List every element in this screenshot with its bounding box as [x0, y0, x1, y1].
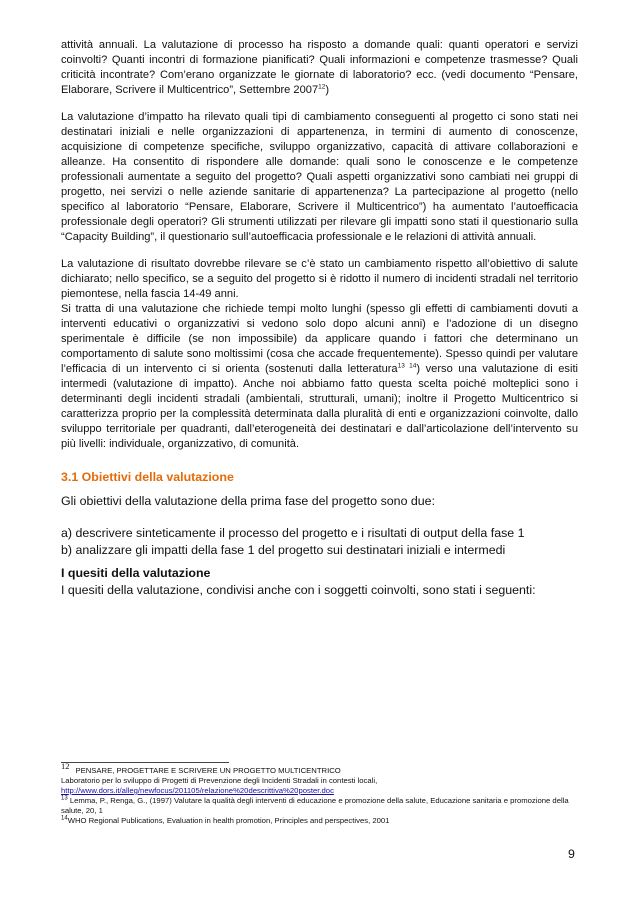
footnote-number: 14 [61, 815, 68, 822]
objective-item-a: a) descrivere sinteticamente il processo del progetto e i risultati di output della fase 1 [61, 526, 525, 540]
page-body [61, 38, 578, 599]
subsection-text: I quesiti della valutazione, condivisi anche con i soggetti coinvolti, sono stati i seguenti: [61, 583, 536, 597]
footnote-text: PENSARE, PROGETTARE E SCRIVERE UN PROGETTO MULTICENTRICO [75, 766, 341, 775]
footnote-text: Lemma, P., Renga, G., (1997) Valutare la qualità degli interventi di educazione e promozione della salute, Educazione sanitaria e promozione della salute, 20, 1 [61, 796, 569, 815]
section-intro: Gli obiettivi della valutazione della prima fase del progetto sono due: [61, 494, 436, 508]
section-heading: 3.1 Obiettivi della valutazione [61, 470, 234, 484]
footnote-number: 13 [61, 795, 68, 802]
footnote-14 [61, 816, 591, 826]
page-number: 9 [568, 847, 575, 861]
paragraph-text: attività annuali. La valutazione di processo ha risposto a domande quali: quanti operatori e servizi coinvolti? Quanti incontri di formazione pianificati? Quali informazioni e competenze trasmesse? Quali criticità incontrate? Com’erano organizzate le giornate di laboratorio? ecc. (vedi documento “Pensare, Elaborare, Scrivere il Multicentrico”, Settembre 2007 [61, 39, 578, 96]
paragraph-text-end: ) verso una valutazione di esiti intermedi (valutazione di impatto). Anche noi abbiamo fatto questa scelta poiché molteplici sono i determinanti degli incidenti stradali (ambientali, strutturali, umani); inoltre il Progetto Multicentrico si caratterizza proprio per la complessità determinata dalla pluralità di enti e organizzazioni coinvolte, dallo sviluppo territoriale per quadranti, dall’eterogeneità dei destinatari e dall’articolazione dell’intervento su più livelli: individuale, organizzativo, di comunità. [61, 363, 578, 450]
paragraph-process-evaluation [61, 38, 578, 98]
footnote-number: 12 [61, 761, 70, 772]
footnote-ref-12[interactable]: 12 [318, 83, 326, 91]
footnote-12-desc: Laboratorio per lo sviluppo di Progetti di Prevenzione degli Incidenti Stradali in contesti locali, [61, 776, 378, 785]
subsection-title: I quesiti della valutazione [61, 566, 211, 580]
footnote-12-link-line [61, 786, 591, 796]
footnote-divider [61, 762, 229, 763]
footnote-link[interactable]: http://www.dors.it/alleg/newfocus/201105/relazione%20descrittiva%20poster.doc [61, 786, 334, 795]
paragraph-impact-evaluation: La valutazione d’impatto ha rilevato quali tipi di cambiamento conseguenti al progetto ci sono stati nei destinatari iniziali e nelle organizzazioni di appartenenza, in termini di aumento di conoscenze, acquisizione di competenze specifiche, sviluppo organizzativo, capacità di attivare collaborazioni e alleanze. Ha consentito di rispondere alle domande: quali sono le conoscenze e le competenze professionali aumentate a seguito del progetto? Quali aspetti organizzativi sono cambiati nei gruppi di progetto, nei servizi o nelle aziende sanitarie di appartenenza? La partecipazione al progetto (nello specifico al laboratorio “Pensare, Elaborare, Scrivere il Multicentrico”) ha aumentato l’autoefficacia professionale degli operatori? Gli strumenti utilizzati per rilevare gli impatti sono stati il questionario sulla “Capacity Building”, il questionario sull’autoefficacia professionale e le relazioni di attività annuali. [61, 111, 578, 243]
footnote-ref-13-14[interactable]: 13 14 [397, 362, 417, 370]
paragraph-result-evaluation: La valutazione di risultato dovrebbe rilevare se c’è stato un cambiamento rispetto all’obiettivo di salute dichiarato; nello specifico, se a seguito del progetto si è ridotto il numero di incidenti stradali nel territorio piemontese, nella fascia 14-49 anni. [61, 258, 578, 300]
objective-item-b: b) analizzare gli impatti della fase 1 del progetto sui destinatari iniziali e intermedi [61, 543, 506, 557]
footnote-text: WHO Regional Publications, Evaluation in health promotion, Principles and perspectives, 2001 [67, 816, 390, 825]
paragraph-text: Si tratta di una valutazione che richiede tempi molto lunghi (spesso gli effetti di cambiamenti dovuti a interventi educativi o organizzativi si vedono solo dopo alcuni anni) e l’adozione di un disegno sperimentale è difficile (se non impossibile) da applicare quando i fattori che determinano un comportamento di salute sono moltissimi (cosa che accade frequentemente). Spesso quindi per valutare l’efficacia di un intervento ci si orienta (sostenuti dalla letteratura [61, 303, 578, 375]
footnote-13 [61, 796, 591, 816]
footnote-12-title [61, 761, 591, 776]
footnotes [61, 761, 591, 826]
paragraph-long-term-evaluation [61, 302, 578, 452]
paragraph-text-end: ) [325, 84, 330, 96]
